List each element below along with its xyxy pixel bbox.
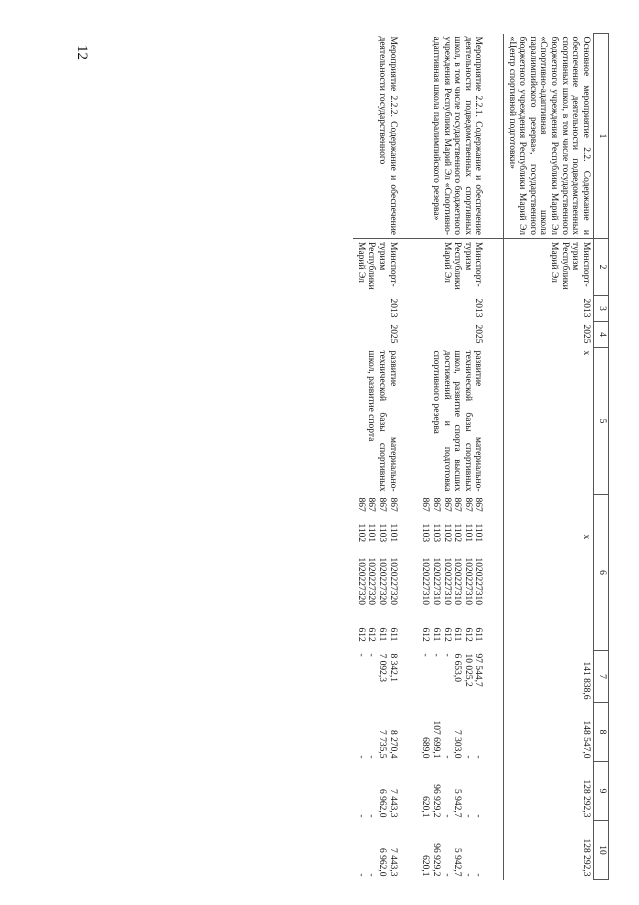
value-col-8: 148 547,0 xyxy=(504,703,594,762)
cell-line: 97 544,7 xyxy=(473,653,484,687)
cell-line: 6 962,0 xyxy=(377,789,388,818)
cell-line: - xyxy=(441,755,452,759)
cell-line: - xyxy=(473,873,484,877)
cell-line: 8 342,1 xyxy=(387,653,398,682)
target-item-codes xyxy=(418,555,486,625)
grbs-codes xyxy=(418,495,486,521)
value-col-10: 128 292,3 xyxy=(504,821,594,880)
cell-line: 1102 xyxy=(441,523,452,543)
value-col-7 xyxy=(418,651,486,703)
end-year: 2025 xyxy=(387,324,398,344)
cell-line: 1020227320 xyxy=(377,557,388,605)
expense-type-codes xyxy=(353,625,400,651)
cell-line: 1020227310 xyxy=(452,557,463,605)
program-activities-table xyxy=(353,33,609,880)
cell-line: 612 xyxy=(355,627,366,642)
value-col-9 xyxy=(353,762,400,821)
cell-line: 7 443,3 xyxy=(387,789,398,818)
cell-line: 1020227310 xyxy=(431,557,441,605)
cell-line: 611 xyxy=(387,627,398,642)
cell-line: 612 xyxy=(462,627,473,642)
value-col-9 xyxy=(418,762,486,821)
value-col-8 xyxy=(418,703,486,762)
cell-line: 5 942,7 xyxy=(452,789,463,818)
table-row xyxy=(353,34,400,880)
cell-line: - xyxy=(355,873,366,877)
cell-line: 1020227310 xyxy=(473,557,484,605)
cell-line: - xyxy=(473,755,484,759)
page-number: 12 xyxy=(74,45,90,60)
value-col-7: 141 838,6 xyxy=(504,651,594,703)
cell-line: 867 xyxy=(462,497,473,512)
cell-line: - xyxy=(366,814,377,818)
col-header-5: 5 xyxy=(594,348,609,495)
col-header-3: 3 xyxy=(594,296,609,322)
cell-line: 867 xyxy=(377,497,388,512)
activity-name: Мероприятие 2.2.1. Содержание и обеспечение деятельности подведомственных спортивных школ, в том числе государственного бюджетного учреждения Республики Марий Эл «Спортивно-адаптивная школа паралимпийского резерва» xyxy=(418,34,486,239)
cell-line: 96 929,2 xyxy=(431,784,441,818)
cell-line: 1102 xyxy=(355,523,366,543)
cell-line: 5 942,7 xyxy=(452,848,463,877)
cell-line: 867 xyxy=(441,497,452,512)
expense-type-codes xyxy=(418,625,486,651)
value-col-9: 128 292,3 xyxy=(504,762,594,821)
cell-line: 611 xyxy=(431,627,441,642)
cell-line: 7 092,3 xyxy=(377,653,388,682)
executor: Минспорт-туризм Республики Марий Эл xyxy=(504,239,594,296)
cell-line: 1020227320 xyxy=(387,557,398,605)
cell-line: 1103 xyxy=(420,523,431,543)
cell-line: 611 xyxy=(377,627,388,642)
cell-line: 867 xyxy=(452,497,463,512)
cell-line: 1101 xyxy=(473,523,484,543)
cell-line: 1020227320 xyxy=(355,557,366,605)
start-year: 2013 xyxy=(504,296,594,322)
cell-line: 867 xyxy=(473,497,484,512)
cell-line: 1103 xyxy=(377,523,388,543)
cell-line: 867 xyxy=(355,497,366,512)
cell-line: 8 270,4 xyxy=(387,730,398,759)
cell-line: 867 xyxy=(366,497,377,512)
cell-line: - xyxy=(420,653,431,657)
cell-line: 1020227310 xyxy=(420,557,431,605)
cell-line: 1020227320 xyxy=(366,557,377,605)
cell-line: 1103 xyxy=(431,523,441,543)
cell-line: 7 735,5 xyxy=(377,730,388,759)
cell-line: - xyxy=(431,653,441,657)
cell-line: - xyxy=(355,814,366,818)
cell-line: 867 xyxy=(431,497,441,512)
table-row xyxy=(504,34,594,880)
cell-line: 7 303,0 xyxy=(452,730,463,759)
col-header-7: 7 xyxy=(594,651,609,703)
target-item-codes xyxy=(353,555,400,625)
cell-line: - xyxy=(462,873,473,877)
col-header-6: 6 xyxy=(594,495,609,651)
col-header-8: 8 xyxy=(594,703,609,762)
cell-line: - xyxy=(366,873,377,877)
activity-name: Основное мероприятие 2.2. Содержание и обеспечение деятельности подведомственных спортивных школ, в том числе государственного бюджетного учреждения Республики Марий Эл «Спортивно-адаптивная школа паралимпийского резерва», государственного бюджетного учреждения Республики Марий Эл «Центр спортивной подготовки» xyxy=(504,34,594,239)
col-header-10: 10 xyxy=(594,821,609,880)
executor: Минспорт-туризм Республики Марий Эл xyxy=(355,242,398,290)
cell-line: 6 653,0 xyxy=(452,653,463,682)
cell-line: - xyxy=(473,814,484,818)
cell-line: 867 xyxy=(420,497,431,512)
cell-line: 1101 xyxy=(462,523,473,543)
cell-line: - xyxy=(355,653,366,657)
budget-code: х xyxy=(504,495,594,651)
col-header-1: 1 xyxy=(594,34,609,239)
direction: х xyxy=(504,348,594,495)
cell-line: - xyxy=(441,814,452,818)
section-codes xyxy=(418,521,486,555)
cell-line: 612 xyxy=(366,627,377,642)
table-row xyxy=(418,34,486,880)
cell-line: 611 xyxy=(452,627,463,642)
cell-line: - xyxy=(462,814,473,818)
cell-line: - xyxy=(441,873,452,877)
start-year: 2013 xyxy=(473,298,484,318)
cell-line: 689,0 xyxy=(420,737,431,759)
cell-line: 867 xyxy=(387,497,398,512)
cell-line: 1102 xyxy=(452,523,463,543)
col-header-9: 9 xyxy=(594,762,609,821)
executor: Минспорт-туризм Республики Марий Эл xyxy=(441,242,484,290)
cell-line: - xyxy=(366,653,377,657)
grbs-codes xyxy=(353,495,400,521)
cell-line: 107 699,1 xyxy=(431,720,441,759)
cell-line: 620,1 xyxy=(420,855,431,877)
section-codes xyxy=(353,521,400,555)
cell-line: 10 025,2 xyxy=(462,653,473,687)
cell-line: 7 443,3 xyxy=(387,848,398,877)
cell-line: 620,1 xyxy=(420,796,431,818)
cell-line: 1101 xyxy=(387,523,398,543)
cell-line: 612 xyxy=(441,627,452,642)
value-col-10 xyxy=(353,821,400,880)
start-year: 2013 xyxy=(387,298,398,318)
direction: развитие материально-технической базы спортивных школ, развитие спорта высших достижений и подготовка спортивного резерва xyxy=(431,350,484,492)
cell-line: 1101 xyxy=(366,523,377,543)
cell-line: - xyxy=(441,653,452,657)
column-number-header-row xyxy=(594,34,609,880)
cell-line: 1020227310 xyxy=(441,557,452,605)
value-col-10 xyxy=(418,821,486,880)
cell-line: 96 929,2 xyxy=(431,843,441,877)
cell-line: 6 962,0 xyxy=(377,848,388,877)
direction: развитие материально-технической базы спортивных школ, развитие спорта xyxy=(366,350,398,492)
value-col-7 xyxy=(353,651,400,703)
cell-line: 612 xyxy=(420,627,431,642)
cell-line: 1020227310 xyxy=(462,557,473,605)
cell-line: - xyxy=(366,755,377,759)
end-year: 2025 xyxy=(504,322,594,348)
col-header-4: 4 xyxy=(594,322,609,348)
activity-name: Мероприятие 2.2.2. Содержание и обеспечение деятельности государственного xyxy=(353,34,400,239)
cell-line: 611 xyxy=(473,627,484,642)
col-header-2: 2 xyxy=(594,239,609,296)
cell-line: - xyxy=(462,755,473,759)
cell-line: - xyxy=(355,755,366,759)
end-year: 2025 xyxy=(473,324,484,344)
value-col-8 xyxy=(353,703,400,762)
